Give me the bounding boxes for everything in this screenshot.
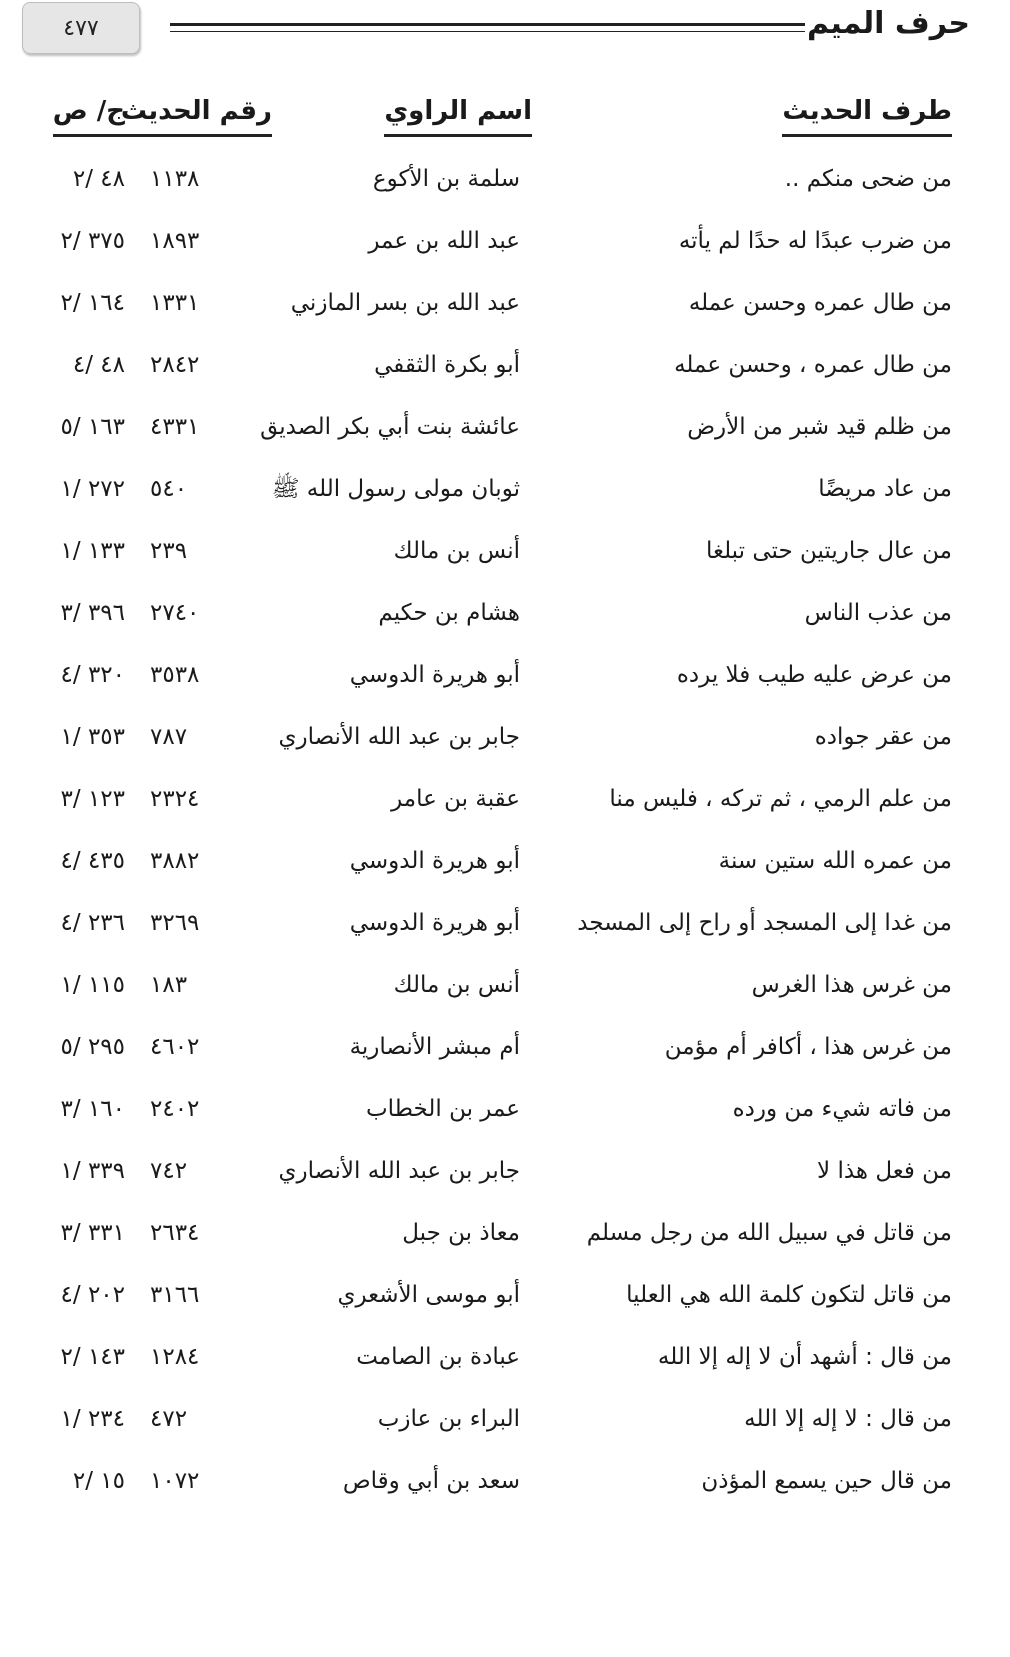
hadith-text: من عذب الناس [804,600,952,626]
hadith-number: ٥٤٠ [150,476,188,502]
volume-page-ref: ١١٥ /١ [60,972,125,998]
hadith-number: ٣١٦٦ [150,1282,200,1308]
hadith-text: من قال حين يسمع المؤذن [701,1468,952,1494]
volume-page-ref: ٣٢٠ /٤ [60,662,125,688]
hadith-number: ٧٨٧ [150,724,188,750]
volume-page-ref: ٣٣٩ /١ [60,1158,125,1184]
volume-page-ref: ٣٩٦ /٣ [60,600,125,626]
hadith-number: ١٨٩٣ [150,228,200,254]
volume-page-ref: ٣٥٣ /١ [60,724,125,750]
table-row [0,706,1010,768]
table-row [0,1078,1010,1140]
hadith-number: ٢٣٢٤ [150,786,200,812]
hadith-text: من عقر جواده [814,724,952,750]
table-row [0,520,1010,582]
hadith-text: من طال عمره وحسن عمله [688,290,952,316]
table-row [0,148,1010,210]
hadith-text: من فعل هذا لا [817,1158,952,1184]
hadith-text: من قاتل في سبيل الله من رجل مسلم [586,1220,952,1246]
volume-page-ref: ١٣٣ /١ [60,538,125,564]
hadith-number: ٧٤٢ [150,1158,188,1184]
column-header-number: رقم الحديث [121,96,272,137]
narrator-name: سعد بن أبي وقاص [342,1468,520,1494]
volume-page-ref: ١٥ /٢ [72,1468,125,1494]
table-row [0,1016,1010,1078]
hadith-number: ٢٣٩ [150,538,188,564]
hadith-number: ١١٣٨ [150,166,200,192]
volume-page-ref: ٣٧٥ /٢ [60,228,125,254]
table-row [0,954,1010,1016]
column-header-volume-page: ج/ ص [53,96,125,137]
index-table [0,148,1010,1512]
hadith-number: ٣٥٣٨ [150,662,200,688]
hadith-text: من عرض عليه طيب فلا يرده [676,662,952,688]
narrator-name: عقبة بن عامر [391,786,520,812]
hadith-number: ٤٦٠٢ [150,1034,200,1060]
hadith-text: من غرس هذا ، أكافر أم مؤمن [664,1034,952,1060]
hadith-text: من عمره الله ستين سنة [718,848,952,874]
hadith-text: من عاد مريضًا [818,476,952,502]
narrator-name: أم مبشر الأنصارية [349,1034,520,1060]
table-row [0,1388,1010,1450]
narrator-name: أنس بن مالك [393,972,520,998]
page-number-badge: ٤٧٧ [22,2,140,54]
table-row [0,334,1010,396]
narrator-name: أبو بكرة الثقفي [374,352,520,378]
hadith-text: من قاتل لتكون كلمة الله هي العليا [626,1282,952,1308]
volume-page-ref: ٢٣٦ /٤ [60,910,125,936]
column-header-narrator: اسم الراوي [384,96,532,137]
table-row [0,1140,1010,1202]
page-header [0,0,1010,70]
narrator-name: عبادة بن الصامت [356,1344,520,1370]
hadith-text: من طال عمره ، وحسن عمله [674,352,952,378]
table-row [0,830,1010,892]
table-row [0,1202,1010,1264]
narrator-name: سلمة بن الأكوع [372,166,520,192]
volume-page-ref: ٢٩٥ /٥ [60,1034,125,1060]
hadith-text: من ضحى منكم .. [784,166,952,192]
hadith-number: ٣٨٨٢ [150,848,200,874]
volume-page-ref: ٢٧٢ /١ [60,476,125,502]
narrator-name: عبد الله بن عمر [368,228,520,254]
hadith-number: ٣٢٦٩ [150,910,200,936]
narrator-name: عبد الله بن بسر المازني [290,290,520,316]
narrator-name: عمر بن الخطاب [365,1096,520,1122]
table-row [0,768,1010,830]
hadith-text: من غرس هذا الغرس [751,972,952,998]
hadith-number: ١٢٨٤ [150,1344,200,1370]
volume-page-ref: ٤٨ /٢ [72,166,125,192]
hadith-text: من قال : أشهد أن لا إله إلا الله [657,1344,952,1370]
hadith-text: من ضرب عبدًا له حدًا لم يأته [678,228,952,254]
table-row [0,210,1010,272]
table-row [0,1326,1010,1388]
narrator-name: أبو موسى الأشعري [337,1282,520,1308]
volume-page-ref: ١٤٣ /٢ [60,1344,125,1370]
hadith-number: ٤٣٣١ [150,414,200,440]
volume-page-ref: ٢٣٤ /١ [60,1406,125,1432]
narrator-name: أبو هريرة الدوسي [349,910,520,936]
volume-page-ref: ٤٨ /٤ [72,352,125,378]
narrator-name: أبو هريرة الدوسي [349,848,520,874]
hadith-text: من فاته شيء من ورده [732,1096,952,1122]
table-row [0,1264,1010,1326]
table-row [0,272,1010,334]
narrator-name: معاذ بن جبل [402,1220,520,1246]
page-title: حرف الميم [806,6,970,41]
hadith-number: ٢٤٠٢ [150,1096,200,1122]
table-row [0,644,1010,706]
volume-page-ref: ٢٠٢ /٤ [60,1282,125,1308]
hadith-number: ٢٧٤٠ [150,600,200,626]
hadith-number: ١٨٣ [150,972,188,998]
narrator-name: ثوبان مولى رسول الله ﷺ [271,476,520,502]
volume-page-ref: ١٦٣ /٥ [60,414,125,440]
column-header-hadith: طرف الحديث [782,96,952,137]
table-row [0,892,1010,954]
narrator-name: أنس بن مالك [393,538,520,564]
volume-page-ref: ١٢٣ /٣ [60,786,125,812]
narrator-name: جابر بن عبد الله الأنصاري [278,1158,520,1184]
table-row [0,582,1010,644]
hadith-text: من قال : لا إله إلا الله [744,1406,952,1432]
volume-page-ref: ٤٣٥ /٤ [60,848,125,874]
table-row [0,396,1010,458]
narrator-name: أبو هريرة الدوسي [349,662,520,688]
narrator-name: جابر بن عبد الله الأنصاري [278,724,520,750]
volume-page-ref: ١٦٠ /٣ [60,1096,125,1122]
narrator-name: هشام بن حكيم [378,600,520,626]
narrator-name: البراء بن عازب [377,1406,520,1432]
hadith-text: من علم الرمي ، ثم تركه ، فليس منا [609,786,952,812]
header-rule-thin [170,31,805,32]
hadith-number: ١٣٣١ [150,290,200,316]
volume-page-ref: ٣٣١ /٣ [60,1220,125,1246]
volume-page-ref: ١٦٤ /٢ [60,290,125,316]
hadith-number: ٢٨٤٢ [150,352,200,378]
hadith-text: من غدا إلى المسجد أو راح إلى المسجد [577,910,952,936]
header-rule-thick [170,23,805,26]
hadith-number: ٤٧٢ [150,1406,188,1432]
hadith-number: ١٠٧٢ [150,1468,200,1494]
hadith-text: من ظلم قيد شبر من الأرض [687,414,952,440]
hadith-number: ٢٦٣٤ [150,1220,200,1246]
table-row [0,458,1010,520]
table-row [0,1450,1010,1512]
narrator-name: عائشة بنت أبي بكر الصديق [260,414,520,440]
hadith-text: من عال جاريتين حتى تبلغا [705,538,952,564]
